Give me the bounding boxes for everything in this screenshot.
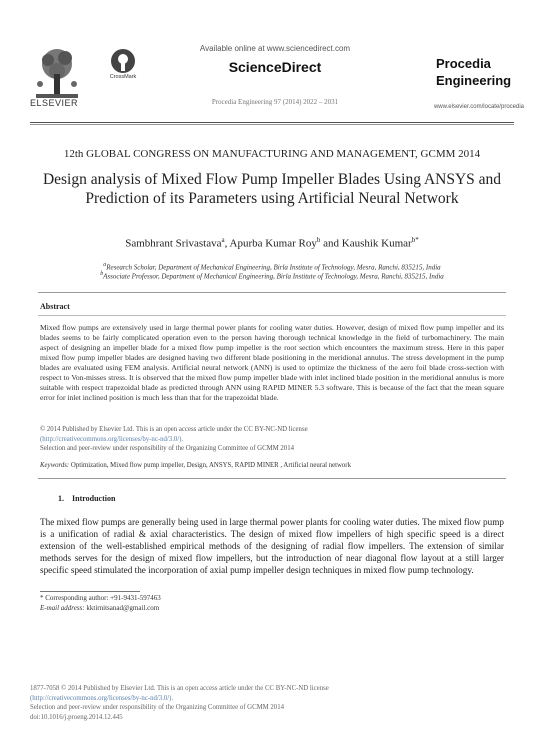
journal-url[interactable]: www.elsevier.com/locate/procedia xyxy=(433,104,524,110)
footer-peer-review: Selection and peer-review under responsibility of the Organizing Committee of GCMM 2014 xyxy=(30,704,285,711)
paper-title: Design analysis of Mixed Flow Pump Impeller Blades Using ANSYS and Prediction of its Parameters using Artificial Neural Network xyxy=(42,171,502,207)
keywords-rule xyxy=(38,478,506,479)
author-affiliation-mark: a xyxy=(221,236,225,244)
journal-title-line1: Procedia xyxy=(436,56,491,71)
header-rule-secondary xyxy=(30,124,514,125)
affiliation-b xyxy=(30,271,514,280)
crossmark-label: CrossMark xyxy=(109,74,137,80)
sciencedirect-logo[interactable]: ScienceDirect xyxy=(228,59,322,75)
publisher-logo-text: ELSEVIER xyxy=(30,98,79,108)
conference-name: 12th GLOBAL CONGRESS ON MANUFACTURING AND MANAGEMENT, GCMM 2014 xyxy=(63,148,481,160)
email-line xyxy=(40,604,159,612)
crossmark-icon[interactable] xyxy=(110,48,136,74)
section-number: 1. xyxy=(58,494,64,503)
abstract-top-rule xyxy=(38,292,506,293)
journal-title-line2: Engineering xyxy=(436,73,512,88)
abstract-heading: Abstract xyxy=(40,302,70,311)
journal-reference: Procedia Engineering 97 (2014) 2022 – 2031 xyxy=(211,98,339,106)
keywords-list: Optimization, Mixed flow pump impeller, Design, ANSYS, RAPID MINER , Artificial neural network xyxy=(69,462,351,469)
abstract-heading-rule xyxy=(38,315,506,316)
license-link[interactable]: (http://creativecommons.org/licenses/by-nc-nd/3.0/). xyxy=(40,435,184,443)
copyright-block xyxy=(40,425,504,454)
email-label: E-mail address: xyxy=(40,604,85,612)
journal-title xyxy=(428,55,528,89)
affiliation-text: Associate Professor, Department of Mechanical Engineering, Birla Institute of Technology, Mesra, Ranchi, 835215, India xyxy=(103,272,444,281)
header-rule xyxy=(30,122,514,123)
copyright-line: © 2014 Published by Elsevier Ltd. This is an open access article under the CC BY-NC-ND license xyxy=(40,426,308,433)
author-separator: , xyxy=(224,237,230,250)
available-online-text: Available online at www.sciencedirect.com xyxy=(199,44,351,53)
affiliation-mark: a xyxy=(103,262,107,268)
doi[interactable]: doi:10.1016/j.proeng.2014.12.445 xyxy=(30,713,123,721)
introduction-text: The mixed flow pumps are generally being used in large thermal power plants for cooling water duties. The mixed flow pump is a unification of radial & axial characteristics. The design of mixed flow impellers of high specific speed is a direct extension of the well-established empirical methods of the designing of radial flow impellers. The extension of similar methods serves for the design of mixed flow impellers, but the introduction of near diagonal flow layout at a still larger specific speed stimulated the incorporation of axial pump impeller design techniques in mixed flow pump technology. xyxy=(40,517,504,575)
author-separator: and xyxy=(320,237,342,250)
author-name: Kaushik Kumar xyxy=(341,237,412,250)
elsevier-tree-logo xyxy=(30,44,84,106)
section-title: Introduction xyxy=(72,494,116,503)
affiliation-text: Research Scholar, Department of Mechanical Engineering, Birla Institute of Technology, Mesra, Ranchi, 835215, India xyxy=(106,263,441,272)
email-address[interactable]: kktirnitsanad@gmail.com xyxy=(84,604,160,612)
author-affiliation-mark: b* xyxy=(411,236,419,244)
corresponding-author: * Corresponding author: +91-9431-597463 xyxy=(40,594,161,602)
keywords xyxy=(40,462,504,469)
section-heading xyxy=(58,494,115,503)
author-affiliation-mark: b xyxy=(316,236,321,244)
affiliation-a xyxy=(30,262,514,271)
abstract-text: Mixed flow pumps are extensively used in large thermal power plants for cooling water duties. However, design of mixed flow pump impeller and its blades seems to be fairly complicated operation even to the person having thorough technical knowledge in the field of turbomachinery. The main aspect of designing an impeller blade for a mixed flow pump impeller is the root section which encounters the maximum stress. Here in this paper mixed flow pump impeller blades are designed having two different blade positioning in the meridional annulus. The stress development in the pump blades are evaluated using FEM analysis. Artificial neural network (ANN) is used to optimize the thickness of the aero foil blade cross-section with respect to Von-misses stress. It is observed that the mixed flow pump impeller blade with inlet inclined blade position in the meridional annulus is more suitable with respect trapezoidal blade as predicted through ANN using RAPID MINER 5.3 software. This is because of the fact that the mean square error for inlet inclined position is much less than that for the trapezoidal blade. xyxy=(40,323,504,402)
footer-license-link[interactable]: (http://creativecommons.org/licenses/by-nc-nd/3.0/). xyxy=(30,694,174,702)
footnote-rule xyxy=(40,591,140,592)
peer-review-note: Selection and peer-review under responsibility of the Organizing Committee of GCMM 2014 xyxy=(40,445,295,452)
author-name: Sambhrant Srivastava xyxy=(125,237,222,250)
issn-line: 1877-7058 © 2014 Published by Elsevier Ltd. This is an open access article under the CC BY-NC-ND license xyxy=(30,685,329,692)
author-list xyxy=(30,236,514,250)
author-name: Apurba Kumar Roy xyxy=(229,237,317,250)
page-footer xyxy=(30,684,514,722)
affiliation-mark: b xyxy=(100,271,104,277)
keywords-label: Keywords: xyxy=(40,462,70,469)
